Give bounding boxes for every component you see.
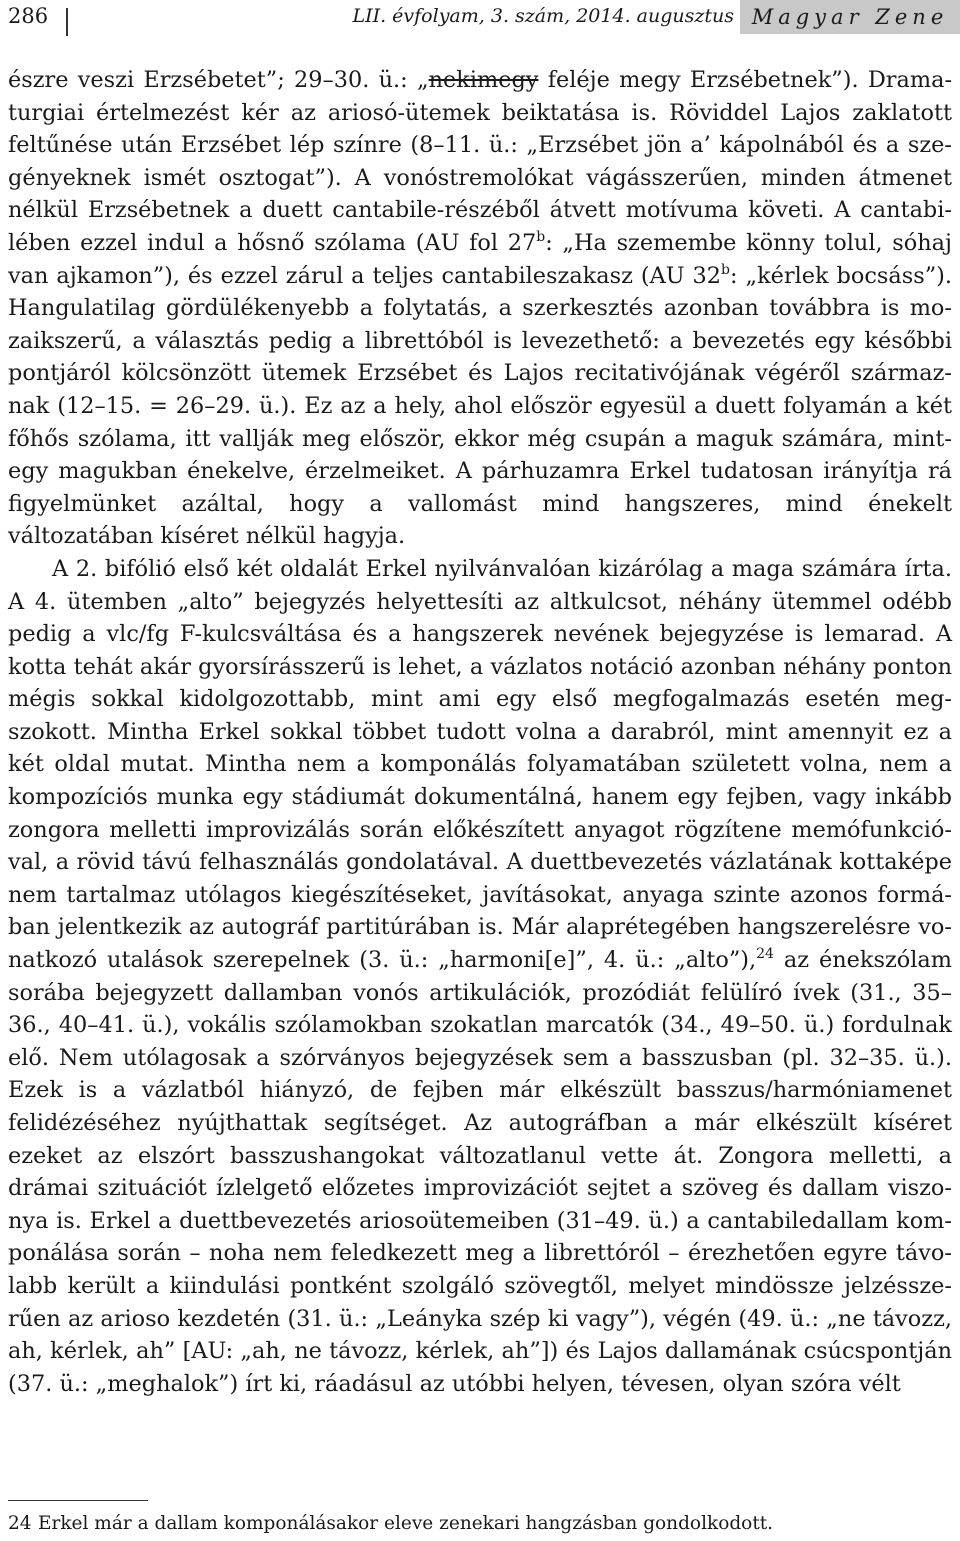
folio-superscript: b	[536, 228, 546, 245]
text-run: : „Ha szemembe könny tolul, sóhaj van ajkamon”), és ezzel zárul a teljes cantabileszakasz (AU 32	[8, 229, 952, 289]
article-body	[8, 64, 952, 1400]
issue-info: LII. évfolyam, 3. szám, 2014. augusztus	[352, 5, 734, 27]
footnote-text: Erkel már a dallam komponálásakor eleve zenekari hangzásban gondolkodott.	[38, 1513, 774, 1534]
paragraph	[8, 553, 952, 1400]
struck-word: nekimegy	[428, 67, 539, 93]
page-number: 286	[8, 4, 49, 28]
text-run: A 2. bifólió első két oldalát Erkel nyilvánvalóan kizárólag a maga számára írta. A 4. ütemben „alto” bejegyzés helyettesíti az altkulcsot, néhány ütemmel odébb pedig a vlc/fg F-kulcsváltása és a hangszerek nevének bejegyzése is lemarad. A kotta tehát akár gyorsírásszerű is lehet, a vázlatos notáció azonban néhány ponton mégis sokkal kidolgozottabb, mint ami egy első megfogalmazás esetén megszokott. Mintha Erkel sokkal többet tudott volna a darabról, mint amennyit ez a két oldal mutat. Mintha nem a komponálás folyamatában született volna, nem a kompozíciós munka egy stádiumát dokumentálná, hanem egy fejben, vagy inkább zongora melletti improvizálás során előkészített anyagot rögzítene memófunkcióval, a rövid távú felhasználás gondolatával. A duettbevezetés vázlatának kottaképe nem tartalmaz utólagos kiegészítéseket, javításokat, anyaga szinte azonos formában jelentkezik az autográf partitúrában is. Már alaprétegében hangszerelésre vonatkozó utalások szerepelnek (3. ü.: „harmoni[e]”, 4. ü.: „alto”),	[8, 555, 952, 974]
footnote-divider	[8, 1500, 148, 1501]
footnote-reference[interactable]: 24	[756, 946, 774, 963]
running-header	[0, 0, 960, 40]
text-run: észre veszi Erzsébetet”; 29–30. ü.: „	[8, 67, 429, 93]
text-run: : „kérlek bocsáss”). Hangulatilag gördülékenyebb a folytatás, a szerkesztés azonban továbbra is mozaikszerű, a választás pedig a librettóból is levezethető: a bevezetés egy későbbi pontjáról kölcsönzött ütemek Erzsébet és Lajos recitativójának végéről származnak (12–15. = 26–29. ü.). Ez az a hely, ahol először egyesül a duett folyamán a két főhős szólama, itt vallják meg először, ekkor még csupán a maguk számára, mintegy magukban énekelve, érzelmeiket. A párhuzamra Erkel tudatosan irányítja rá figyelmünket azáltal, hogy a vallomást mind hangszeres, mind énekelt változatában kíséret nélkül hagyja.	[8, 262, 953, 550]
text-run: feléje megy Erzsébetnek”). Dramaturgiai értelmezést kér az ariosó-ütemek beiktatása is. Röviddel Lajos zaklatott feltűnése után Erzsébet lép színre (8–11. ü.: „Erzsébet jön a’ kápolnából és a szegényeknek ismét osztogat”). A vonóstremolókat vágásszerűen, minden átmenet nélkül Erzsébetnek a duett cantabile-részéből átvett motívuma követi. A cantabilében ezzel indul a hősnő szólama (AU fol 27	[8, 67, 953, 256]
footnote-number: 24	[8, 1513, 32, 1534]
journal-title: Magyar Zene	[740, 0, 960, 34]
footnote	[8, 1512, 952, 1536]
paragraph	[8, 64, 952, 553]
folio-superscript: b	[721, 261, 731, 278]
text-run: az énekszólam sorába bejegyzett dallamban vonós artikulációk, prozódiát felülíró ívek (31., 35–36., 40–41. ü.), vokális szólamokban szokatlan marcatók (34., 49–50. ü.) fordulnak elő. Nem utólagosak a szórványos bejegyzések sem a basszusban (pl. 32–35. ü.). Ezek is a vázlatból hiányzó, de fejben már elkészült basszus/harmóniamenet felidézéséhez nyújthattak segítséget. Az autográfban a már elkészült kíséret ezeket az elszórt basszushangokat változatlanul vette át. Zongora melletti, a drámai szituációt ízlelgető előzetes improvizációt sejtet a szöveg és dallam viszonya is. Erkel a duettbevezetés ariosoütemeiben (31–49. ü.) a cantabiledallam komponálása során – noha nem feledkezett meg a librettóról – érezhetően egyre távolabb került a kiindulási pontként szolgáló szövegtől, melyet mindössze jelzésszerűen az arioso kezdetén (31. ü.: „Leányka szép ki vagy”), végén (49. ü.: „ne távozz, ah, kérlek, ah” [AU: „ah, ne távozz, kérlek, ah”]) és Lajos dallamának csúcspontján (37. ü.: „meghalok”) írt ki, ráadásul az utóbbi helyen, tévesen, olyan szóra vélt	[8, 947, 952, 1397]
